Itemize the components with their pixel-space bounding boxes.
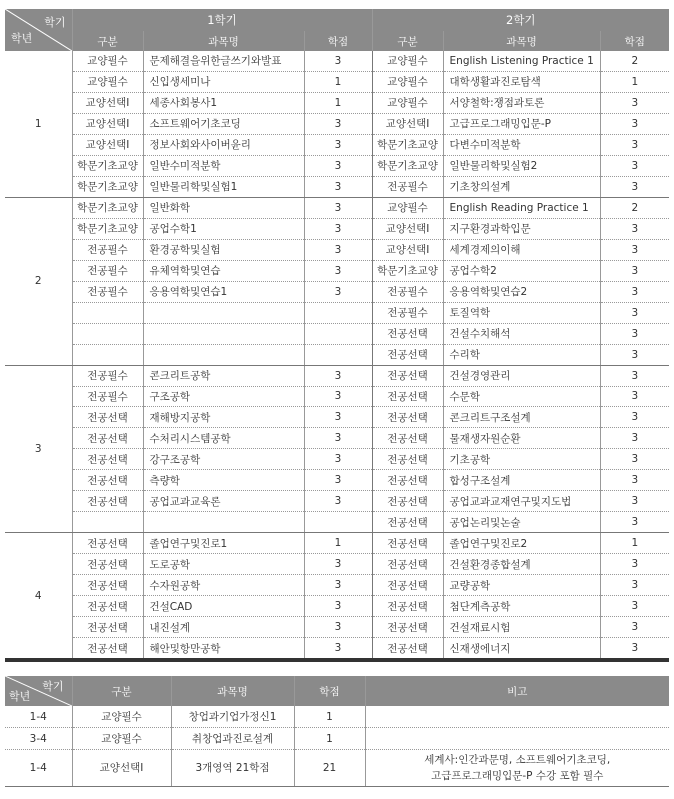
note-cell: [365, 750, 669, 787]
sem2-type-cell: 학문기초교양: [372, 155, 443, 176]
sem2-course-cell: 지구환경과학입문: [443, 218, 600, 239]
sem2-type-cell: 교양필수: [372, 92, 443, 113]
sem1-credit-cell: 1: [304, 71, 372, 92]
sem2-type-cell: 교양필수: [372, 51, 443, 71]
sem2-credit-cell: 3: [600, 617, 669, 638]
sem1-type-cell: [72, 302, 143, 323]
sem1-type-cell: 전공선택: [72, 554, 143, 575]
table-row: [5, 706, 669, 728]
sem1-credit-cell: 3: [304, 491, 372, 512]
year-cell: 3-4: [5, 728, 72, 750]
sem2-header: 2학기: [372, 9, 669, 31]
year-semester-header: [5, 676, 72, 706]
sem2-type-cell: 전공선택: [372, 407, 443, 428]
sem1-type-cell: 학문기초교양: [72, 176, 143, 197]
table-row: [5, 302, 669, 323]
sem1-type-cell: 학문기초교양: [72, 155, 143, 176]
sem1-type-cell: 전공필수: [72, 239, 143, 260]
sem2-type-cell: 교양선택Ⅰ: [372, 218, 443, 239]
sem2-course-cell: 건설재료시험: [443, 617, 600, 638]
sem2-credit-cell: 3: [600, 596, 669, 617]
sem2-course-cell: 토질역학: [443, 302, 600, 323]
sem1-course-cell: 강구조공학: [143, 449, 304, 470]
sem2-credit-cell: 3: [600, 176, 669, 197]
sem1-credit-cell: 3: [304, 218, 372, 239]
table-row: [5, 638, 669, 660]
sem1-credit-cell: 3: [304, 176, 372, 197]
sem1-course-cell: 일반화학: [143, 197, 304, 218]
sem1-credit-cell: 3: [304, 617, 372, 638]
sem1-credit-cell: [304, 302, 372, 323]
credit-cell: 21: [294, 750, 365, 787]
sem1-credit-cell: 3: [304, 470, 372, 491]
sem1-type-cell: 전공필수: [72, 365, 143, 386]
note-cell: [365, 728, 669, 750]
sem1-type-cell: 전공선택: [72, 428, 143, 449]
sem1-type-cell: 교양선택Ⅰ: [72, 134, 143, 155]
sem2-course-cell: 건설환경종합설계: [443, 554, 600, 575]
sem1-credit-cell: 3: [304, 197, 372, 218]
type-cell: 교양필수: [72, 706, 171, 728]
course-cell: 창업과기업가정신1: [171, 706, 294, 728]
credit-cell: 1: [294, 728, 365, 750]
table-row: [5, 554, 669, 575]
table-row: [5, 596, 669, 617]
table-row: [5, 470, 669, 491]
sem2-type-cell: 전공선택: [372, 323, 443, 344]
sem2-course-cell: 첨단계측공학: [443, 596, 600, 617]
sem1-course-cell: 도로공학: [143, 554, 304, 575]
sem1-type-cell: 전공선택: [72, 533, 143, 554]
sem1-type-cell: [72, 344, 143, 365]
sem1-type-cell: [72, 323, 143, 344]
table-row: [5, 113, 669, 134]
table-row: [5, 197, 669, 218]
sem2-course-cell: 졸업연구및진로2: [443, 533, 600, 554]
sem1-type-cell: 교양필수: [72, 51, 143, 71]
sem2-course-cell: 공업교과교재연구및지도법: [443, 491, 600, 512]
sem1-type-cell: 전공선택: [72, 617, 143, 638]
sem1-credit-cell: 3: [304, 638, 372, 660]
sem2-type-cell: 전공선택: [372, 386, 443, 407]
year-cell: 1-4: [5, 750, 72, 787]
sem1-type-cell: 전공선택: [72, 470, 143, 491]
sem1-course-cell: 응용역학및연습1: [143, 281, 304, 302]
sem1-course-cell: [143, 344, 304, 365]
table-row: [5, 428, 669, 449]
sem1-credit-cell: 3: [304, 113, 372, 134]
semester-header-label: 학기: [44, 16, 66, 29]
sem1-credit-cell: [304, 344, 372, 365]
course-cell: 취창업과진로설계: [171, 728, 294, 750]
sem2-credit-cell: 3: [600, 491, 669, 512]
table-row: [5, 491, 669, 512]
sem1-course-cell: 수자원공학: [143, 575, 304, 596]
table-row: [5, 260, 669, 281]
sem2-type-cell: 전공선택: [372, 491, 443, 512]
sem2-course-cell: 공업수학2: [443, 260, 600, 281]
sem2-credit-cell: 1: [600, 71, 669, 92]
sem1-course-cell: 유체역학및연습: [143, 260, 304, 281]
sem2-credit-cell: 3: [600, 260, 669, 281]
sem2-course-cell: 건설경영관리: [443, 365, 600, 386]
sem2-credit-cell: 3: [600, 302, 669, 323]
table-row: [5, 575, 669, 596]
sem2-type-cell: 교양선택Ⅰ: [372, 113, 443, 134]
table-row: [5, 512, 669, 533]
sem2-type-cell: 전공선택: [372, 365, 443, 386]
sem2-course-cell: 신재생에너지: [443, 638, 600, 660]
sem2-course-cell: 기초공학: [443, 449, 600, 470]
sem1-credit-cell: [304, 323, 372, 344]
year-cell: 2: [5, 197, 72, 365]
credit-cell: 1: [294, 706, 365, 728]
sem1-course-cell: 문제해결을위한글쓰기와발표: [143, 51, 304, 71]
year-header-label: 학년: [9, 690, 31, 703]
sem1-course-cell: 구조공학: [143, 386, 304, 407]
table-row: [5, 533, 669, 554]
sem1-course-cell: 공업교과교육론: [143, 491, 304, 512]
year-cell: 1-4: [5, 706, 72, 728]
sem2-type-cell: 전공선택: [372, 470, 443, 491]
sem2-course-cell: English Reading Practice 1: [443, 197, 600, 218]
table-row: [5, 176, 669, 197]
sem2-course-cell: 수리학: [443, 344, 600, 365]
sem2-credit-cell: 3: [600, 155, 669, 176]
col-credit-header: 학점: [600, 31, 669, 51]
table-row: [5, 51, 669, 71]
sem2-type-cell: 학문기초교양: [372, 134, 443, 155]
sem2-credit-cell: 3: [600, 638, 669, 660]
sem2-type-cell: 전공필수: [372, 302, 443, 323]
table-row: [5, 365, 669, 386]
sem1-credit-cell: 3: [304, 155, 372, 176]
sem2-type-cell: 전공선택: [372, 575, 443, 596]
sem2-credit-cell: 3: [600, 554, 669, 575]
sem2-credit-cell: 3: [600, 323, 669, 344]
year-cell: 4: [5, 533, 72, 660]
sem1-credit-cell: 3: [304, 554, 372, 575]
sem1-type-cell: 학문기초교양: [72, 197, 143, 218]
sem1-course-cell: 내진설계: [143, 617, 304, 638]
sem2-type-cell: 전공선택: [372, 554, 443, 575]
sem1-course-cell: 건설CAD: [143, 596, 304, 617]
sem2-credit-cell: 3: [600, 365, 669, 386]
table-row: [5, 617, 669, 638]
semester-header-label: 학기: [42, 680, 64, 693]
sem1-type-cell: 전공선택: [72, 449, 143, 470]
col-credit-header: 학점: [304, 31, 372, 51]
sem2-credit-cell: 3: [600, 134, 669, 155]
table-row: [5, 323, 669, 344]
sem2-type-cell: 학문기초교양: [372, 260, 443, 281]
sem1-course-cell: 세종사회봉사1: [143, 92, 304, 113]
note-line: 고급프로그래밍입문-P 수강 포함 필수: [431, 770, 604, 782]
year-semester-header: [5, 9, 72, 51]
table-row: [5, 728, 669, 750]
col-course-header: 과목명: [143, 31, 304, 51]
sem2-course-cell: 서양철학:쟁점과토론: [443, 92, 600, 113]
sem1-credit-cell: 3: [304, 449, 372, 470]
sem1-course-cell: 정보사회와사이버윤리: [143, 134, 304, 155]
year-header-label: 학년: [11, 32, 33, 45]
sem2-type-cell: 전공선택: [372, 512, 443, 533]
col-note-header: 비고: [365, 676, 669, 706]
sem2-credit-cell: 3: [600, 113, 669, 134]
sem1-course-cell: 신입생세미나: [143, 71, 304, 92]
type-cell: 교양필수: [72, 728, 171, 750]
sem1-course-cell: 일반물리학및실험1: [143, 176, 304, 197]
sem2-type-cell: 전공선택: [372, 617, 443, 638]
sem2-type-cell: 전공선택: [372, 596, 443, 617]
sem2-type-cell: 전공필수: [372, 281, 443, 302]
table-row: [5, 71, 669, 92]
sem2-type-cell: 전공선택: [372, 638, 443, 660]
table-row: [5, 134, 669, 155]
sem2-credit-cell: 3: [600, 575, 669, 596]
sem1-course-cell: 졸업연구및진로1: [143, 533, 304, 554]
sem1-type-cell: 전공선택: [72, 407, 143, 428]
type-cell: 교양선택Ⅰ: [72, 750, 171, 787]
sem2-course-cell: 고급프로그래밍입문-P: [443, 113, 600, 134]
sem1-type-cell: 학문기초교양: [72, 218, 143, 239]
sem1-credit-cell: 3: [304, 407, 372, 428]
sem1-type-cell: 전공선택: [72, 596, 143, 617]
table-row: [5, 449, 669, 470]
note-cell: [365, 706, 669, 728]
sem2-course-cell: 물재생자원순환: [443, 428, 600, 449]
sem1-credit-cell: [304, 512, 372, 533]
sem2-course-cell: 건설수치해석: [443, 323, 600, 344]
sem1-course-cell: 수처리시스템공학: [143, 428, 304, 449]
sem1-credit-cell: 3: [304, 134, 372, 155]
sem2-type-cell: 전공선택: [372, 428, 443, 449]
sem1-credit-cell: 1: [304, 92, 372, 113]
sem2-course-cell: 수문학: [443, 386, 600, 407]
sem1-credit-cell: 3: [304, 51, 372, 71]
sem2-course-cell: English Listening Practice 1: [443, 51, 600, 71]
col-credit-header: 학점: [294, 676, 365, 706]
sem2-credit-cell: 3: [600, 449, 669, 470]
sem1-credit-cell: 3: [304, 596, 372, 617]
col-course-header: 과목명: [443, 31, 600, 51]
sem1-course-cell: [143, 302, 304, 323]
table-row: [5, 344, 669, 365]
sem2-credit-cell: 3: [600, 344, 669, 365]
sem2-credit-cell: 2: [600, 51, 669, 71]
sem2-credit-cell: 1: [600, 533, 669, 554]
sem2-credit-cell: 3: [600, 386, 669, 407]
sem2-course-cell: 응용역학및연습2: [443, 281, 600, 302]
table-row: [5, 281, 669, 302]
sem2-course-cell: 합성구조설계: [443, 470, 600, 491]
sem2-type-cell: 전공선택: [372, 533, 443, 554]
sem2-course-cell: 공업논리및논술: [443, 512, 600, 533]
table-row: [5, 92, 669, 113]
sem2-type-cell: 전공선택: [372, 449, 443, 470]
sem2-credit-cell: 3: [600, 512, 669, 533]
sem1-type-cell: 전공선택: [72, 575, 143, 596]
table-row: [5, 218, 669, 239]
col-type-header: 구분: [72, 676, 171, 706]
sem1-type-cell: [72, 512, 143, 533]
elective-requirements-table: [5, 676, 669, 787]
sem2-course-cell: 교량공학: [443, 575, 600, 596]
sem1-type-cell: 전공선택: [72, 638, 143, 660]
sem2-credit-cell: 3: [600, 470, 669, 491]
sem2-type-cell: 전공선택: [372, 344, 443, 365]
sem2-credit-cell: 3: [600, 407, 669, 428]
table-row: [5, 750, 669, 787]
table-row: [5, 386, 669, 407]
sem2-course-cell: 대학생활과진로탐색: [443, 71, 600, 92]
sem2-course-cell: 일반물리학및실험2: [443, 155, 600, 176]
sem1-type-cell: 교양필수: [72, 71, 143, 92]
note-line: 세계사:인간과문명, 소프트웨어기초코딩,: [424, 754, 611, 766]
col-type-header: 구분: [72, 31, 143, 51]
sem2-course-cell: 세계경제의이해: [443, 239, 600, 260]
sem1-credit-cell: 1: [304, 533, 372, 554]
sem1-credit-cell: 3: [304, 260, 372, 281]
sem1-credit-cell: 3: [304, 365, 372, 386]
sem1-credit-cell: 3: [304, 281, 372, 302]
sem1-type-cell: 교양선택Ⅰ: [72, 92, 143, 113]
col-course-header: 과목명: [171, 676, 294, 706]
sem1-credit-cell: 3: [304, 239, 372, 260]
sem1-type-cell: 전공필수: [72, 260, 143, 281]
sem2-credit-cell: 3: [600, 92, 669, 113]
sem2-credit-cell: 3: [600, 428, 669, 449]
course-cell: 3개영역 21학점: [171, 750, 294, 787]
sem2-course-cell: 기초창의설계: [443, 176, 600, 197]
sem1-type-cell: 전공필수: [72, 281, 143, 302]
curriculum-table: [5, 9, 669, 662]
sem1-course-cell: 측량학: [143, 470, 304, 491]
sem2-type-cell: 교양필수: [372, 197, 443, 218]
sem1-type-cell: 전공필수: [72, 386, 143, 407]
sem1-credit-cell: 3: [304, 386, 372, 407]
sem1-course-cell: 재해방지공학: [143, 407, 304, 428]
sem2-credit-cell: 3: [600, 281, 669, 302]
sem1-course-cell: [143, 323, 304, 344]
sem2-credit-cell: 3: [600, 239, 669, 260]
sem1-course-cell: 해안및항만공학: [143, 638, 304, 660]
sem1-type-cell: 교양선택Ⅰ: [72, 113, 143, 134]
sem2-type-cell: 전공필수: [372, 176, 443, 197]
year-cell: 3: [5, 365, 72, 533]
sem1-course-cell: 환경공학및실험: [143, 239, 304, 260]
sem1-course-cell: [143, 512, 304, 533]
sem1-credit-cell: 3: [304, 428, 372, 449]
sem1-header: 1학기: [72, 9, 372, 31]
sem2-course-cell: 콘크리트구조설계: [443, 407, 600, 428]
table-row: [5, 407, 669, 428]
sem2-credit-cell: 2: [600, 197, 669, 218]
table-row: [5, 155, 669, 176]
sem2-course-cell: 다변수미적분학: [443, 134, 600, 155]
table-row: [5, 239, 669, 260]
col-type-header: 구분: [372, 31, 443, 51]
year-cell: 1: [5, 51, 72, 197]
sem2-type-cell: 교양필수: [372, 71, 443, 92]
sem1-course-cell: 콘크리트공학: [143, 365, 304, 386]
sem1-type-cell: 전공선택: [72, 491, 143, 512]
sem1-course-cell: 일반수미적분학: [143, 155, 304, 176]
sem2-credit-cell: 3: [600, 218, 669, 239]
sem1-credit-cell: 3: [304, 575, 372, 596]
sem1-course-cell: 소프트웨어기초코딩: [143, 113, 304, 134]
sem1-course-cell: 공업수학1: [143, 218, 304, 239]
sem2-type-cell: 교양선택Ⅰ: [372, 239, 443, 260]
